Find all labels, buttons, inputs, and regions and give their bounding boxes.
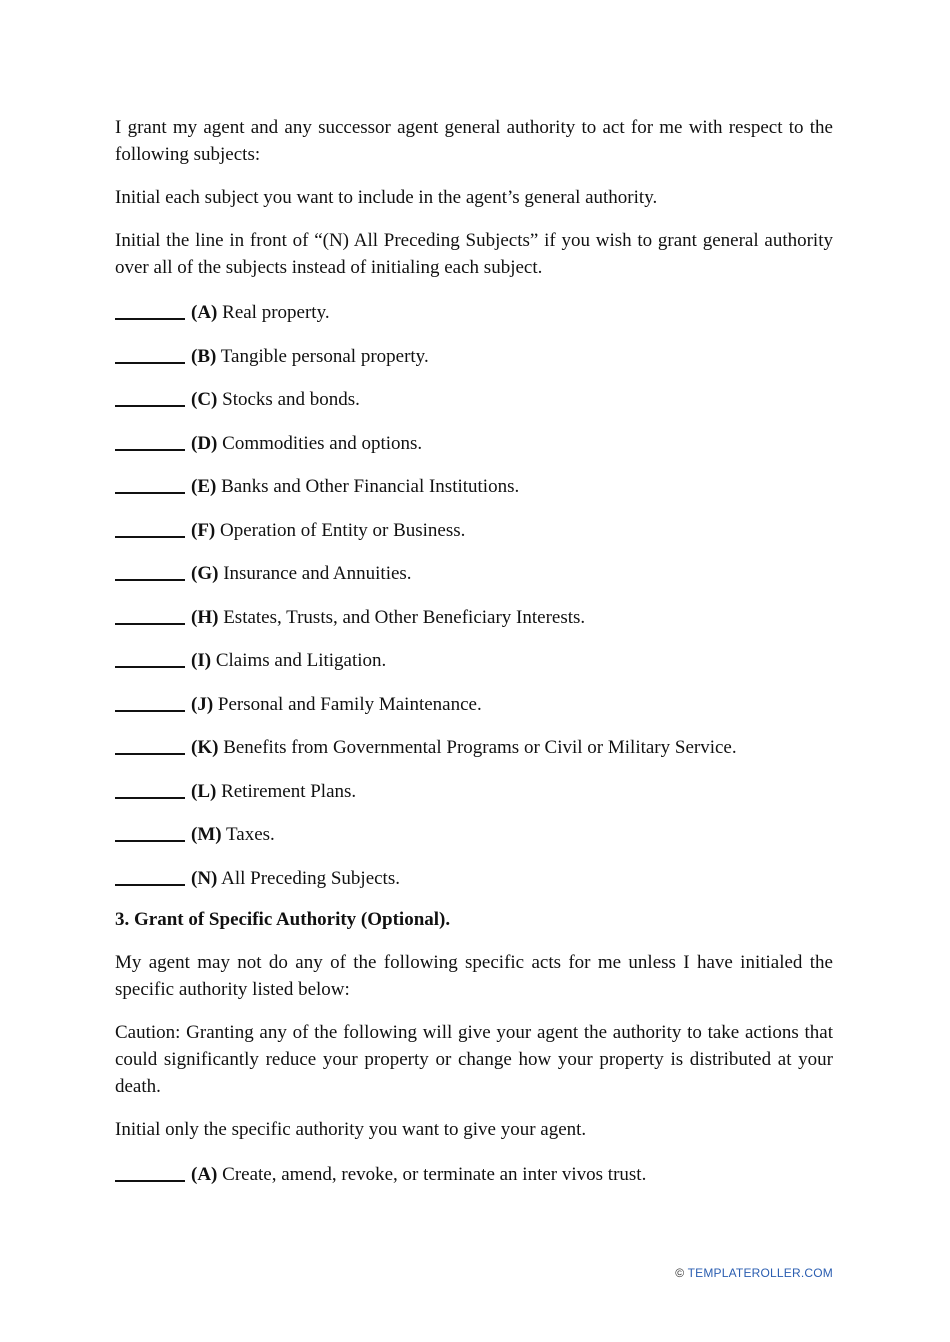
initial-line[interactable] — [115, 604, 185, 625]
general-item-h — [115, 602, 833, 629]
initial-line[interactable] — [115, 647, 185, 668]
general-item-k — [115, 732, 833, 759]
general-item-f — [115, 515, 833, 542]
item-text: Operation of Entity or Business. — [220, 519, 466, 541]
item-text: Insurance and Annuities. — [223, 563, 412, 584]
item-letter: (A) — [191, 302, 218, 323]
initial-line[interactable] — [115, 734, 185, 755]
initial-line[interactable] — [115, 473, 185, 494]
initial-line[interactable] — [115, 691, 185, 712]
item-text: Create, amend, revoke, or terminate an inter vivos trust. — [222, 1164, 647, 1185]
item-letter: (D) — [191, 432, 218, 454]
general-item-e — [115, 471, 833, 498]
item-text: Personal and Family Maintenance. — [217, 693, 482, 715]
initial-line[interactable] — [115, 386, 185, 407]
item-letter: (C) — [191, 389, 218, 410]
section-3-paragraph-1: My agent may not do any of the following specific acts for me unless I have initialed the specific authority listed below: — [115, 952, 833, 1000]
item-letter: (H) — [191, 606, 219, 628]
intro-paragraph-2: Initial each subject you want to include in the agent’s general authority. — [115, 187, 658, 208]
item-letter: (A) — [191, 1164, 218, 1185]
section-3-paragraph-3: Initial only the specific authority you want to give your agent. — [115, 1119, 587, 1140]
initial-line[interactable] — [115, 299, 185, 320]
specific-item-a — [115, 1159, 833, 1186]
item-letter: (M) — [191, 824, 222, 845]
initial-line[interactable] — [115, 560, 185, 581]
specific-authority-list — [115, 1159, 833, 1186]
general-item-d — [115, 428, 833, 455]
general-item-n — [115, 863, 833, 890]
item-text: Retirement Plans. — [221, 780, 357, 802]
initial-line[interactable] — [115, 430, 185, 451]
footer-credit — [675, 1266, 833, 1280]
copyright-symbol: © — [675, 1266, 685, 1280]
section-3-heading: 3. Grant of Specific Authority (Optional). — [115, 909, 451, 930]
item-letter: (G) — [191, 563, 219, 584]
item-text: Real property. — [222, 302, 330, 323]
footer-brand-link[interactable]: TEMPLATEROLLER.COM — [687, 1266, 833, 1280]
general-item-j — [115, 689, 833, 716]
item-text: Benefits from Governmental Programs or Civil or Military Service. — [223, 737, 737, 758]
item-text: Stocks and bonds. — [222, 389, 360, 410]
item-letter: (I) — [191, 650, 212, 671]
initial-line[interactable] — [115, 1161, 185, 1182]
general-item-a — [115, 297, 833, 324]
general-item-c — [115, 384, 833, 411]
general-item-i — [115, 645, 833, 672]
item-text: Banks and Other Financial Institutions. — [221, 476, 520, 497]
initial-line[interactable] — [115, 778, 185, 799]
item-letter: (L) — [191, 780, 217, 802]
document-page — [115, 114, 833, 1203]
initial-line[interactable] — [115, 517, 185, 538]
intro-paragraph-1: I grant my agent and any successor agent general authority to act for me with respect to the following subjects: — [115, 117, 833, 165]
initial-line[interactable] — [115, 821, 185, 842]
item-text: All Preceding Subjects. — [221, 867, 400, 889]
general-item-g — [115, 558, 833, 585]
item-letter: (B) — [191, 345, 217, 367]
general-item-l — [115, 776, 833, 803]
general-authority-list — [115, 297, 833, 890]
item-text: Claims and Litigation. — [215, 650, 387, 671]
intro-paragraph-3: Initial the line in front of “(N) All Preceding Subjects” if you wish to grant general authority over all of the subjects instead of initialing each subject. — [115, 230, 833, 278]
item-text: Tangible personal property. — [220, 345, 429, 367]
item-letter: (K) — [191, 737, 219, 758]
item-letter: (J) — [191, 693, 214, 715]
item-text: Taxes. — [226, 824, 275, 845]
initial-line[interactable] — [115, 865, 185, 886]
general-item-m — [115, 819, 833, 846]
item-letter: (E) — [191, 476, 217, 497]
item-letter: (N) — [191, 867, 218, 889]
section-3-caution: Caution: Granting any of the following will give your agent the authority to take actions that could significantly reduce your property or change how your property is distributed at your death. — [115, 1022, 833, 1097]
general-item-b — [115, 341, 833, 368]
item-letter: (F) — [191, 519, 216, 541]
item-text: Commodities and options. — [222, 432, 423, 454]
item-text: Estates, Trusts, and Other Beneficiary Interests. — [223, 606, 586, 628]
initial-line[interactable] — [115, 343, 185, 364]
